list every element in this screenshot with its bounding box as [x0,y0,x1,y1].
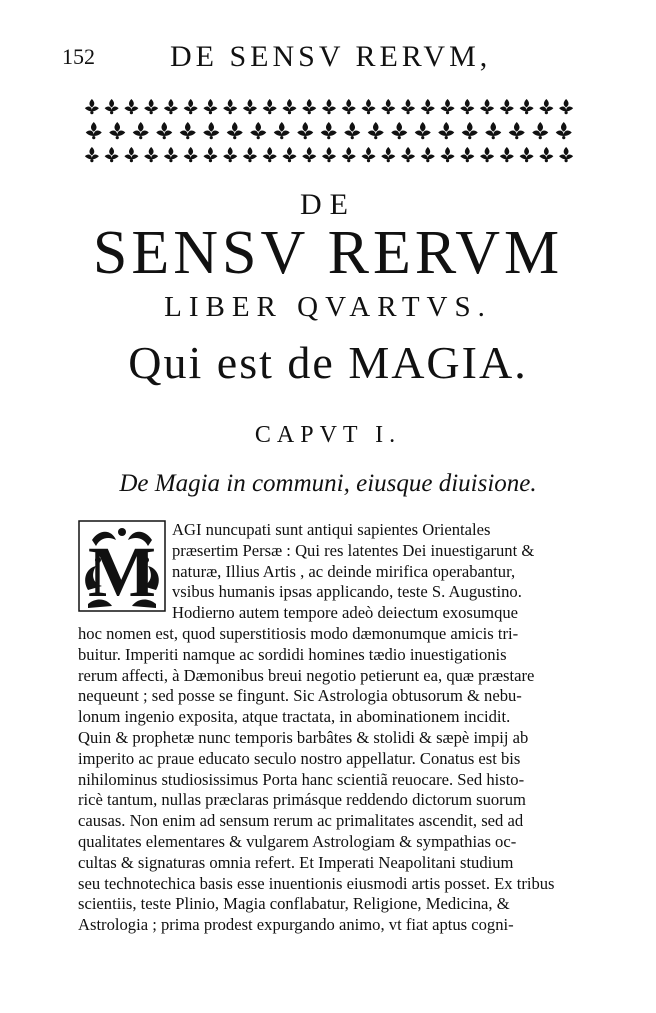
fleuron-icon [164,99,178,114]
fleuron-icon [243,147,257,162]
fleuron-icon [539,147,553,162]
fleuron-icon [223,99,237,114]
fleuron-icon [184,147,198,162]
fleuron-icon [532,122,548,139]
fleuron-icon [485,122,501,139]
heading-magia: Qui est de MAGIA. [128,337,528,388]
fleuron-icon [441,147,455,162]
fleuron-icon [274,122,290,139]
fleuron-icon [559,99,573,114]
fleuron-icon [164,147,178,162]
text-line: hoc nomen est, quod superstitiosis modo dæmonumque amicis tri- [78,623,519,643]
fleuron-icon [381,99,395,114]
fleuron-icon [559,147,573,162]
fleuron-icon [342,99,356,114]
heading-main-title: SENSV RERVM [92,219,564,287]
text-line: rerum affecti, à Dæmonibus breui negotio petierunt ea, quæ præstare [78,665,535,685]
fleuron-icon [322,99,336,114]
fleuron-icon [438,122,454,139]
chapter-subtitle: De Magia in communi, eiusque diuisione. [119,470,537,497]
text-line: Astrologia ; prima prodest expurgando animo, vt fiat aptus cogni- [78,915,514,935]
text-line: præsertim Persæ : Qui res latentes Dei inuestigarunt & [172,540,535,560]
fleuron-icon [85,147,99,162]
fleuron-icon [480,99,494,114]
fleuron-icon [368,122,384,139]
fleuron-icon [520,99,534,114]
heading-book-number: LIBER QVARTVS. [164,291,492,323]
text-line: qualitates elementares & vulgarem Astrologiam & sympathias oc- [78,831,517,851]
fleuron-icon [556,122,572,139]
text-line: causas. Non enim ad sensum rerum ac primalitates ascendit, sed ad [78,811,524,831]
fleuron-icon [297,122,313,139]
fleuron-icon [539,99,553,114]
fleuron-icon [203,122,219,139]
text-line: seu technotechica basis esse inuentionis eiusmodi artis posset. Ex tribus [78,873,555,893]
fleuron-band-icon [82,92,576,168]
fleuron-icon [227,122,243,139]
fleuron-icon [105,99,119,114]
text-line: cultas & signaturas omnia refert. Et Imperati Neapolitani studium [78,852,514,872]
fleuron-icon [415,122,431,139]
fleuron-icon [520,147,534,162]
fleuron-icon [124,147,138,162]
fleuron-icon [105,147,119,162]
text-line: Quin & prophetæ nunc temporis barbâtes & stolidi & sæpè impij ab [78,727,529,747]
fleuron-icon [302,147,316,162]
text-line: ricè tantum, nullas præclaras primásque reddendo dictorum suorum [78,790,526,810]
text-line: naturæ, Illius Artis , ac deinde mirifica operabantur, [172,561,516,581]
running-head [62,40,582,80]
initial-letter: M [88,532,156,612]
fleuron-icon [250,122,266,139]
fleuron-icon [509,122,525,139]
fleuron-icon [462,122,478,139]
fleuron-icon [124,99,138,114]
fleuron-icon [381,147,395,162]
text-line: buitur. Imperiti namque ac sordidi homines tædio inuestigationis [78,644,507,664]
fleuron-icon [263,99,277,114]
fleuron-icon [144,99,158,114]
fleuron-icon [362,99,376,114]
fleuron-icon [109,122,125,139]
text-line: Hodierno autem tempore adeò deiectum exosumque [172,603,519,623]
fleuron-icon [421,147,435,162]
page-number: 152 [62,44,95,69]
running-title: DE SENSV RERVM, [170,40,492,73]
fleuron-icon [203,147,217,162]
text-line: vsibus humanis ipsas applicando, teste S. Augustino. [172,582,522,602]
fleuron-icon [282,147,296,162]
text-line: scientiis, teste Plinio, Magia conflabatur, Religione, Medicina, & [78,894,510,914]
fleuron-icon [321,122,337,139]
fleuron-icon [441,99,455,114]
fleuron-icon [203,99,217,114]
fleuron-icon [460,147,474,162]
heading-de: DE [300,188,356,221]
fleuron-icon [421,99,435,114]
chapter-heading: CAPVT I. [254,422,402,448]
fleuron-icon [480,147,494,162]
fleuron-icon [342,147,356,162]
text-line: nihilominus studiosissimus Porta hanc scientiã reuocare. Sed histo- [78,769,525,789]
fleuron-icon [362,147,376,162]
body-text [78,520,574,936]
fleuron-icon [263,147,277,162]
text-line: imperito ac praue educato seculo nostro appellatur. Conatus est bis [78,748,521,768]
fleuron-icon [401,147,415,162]
fleuron-icon [460,99,474,114]
fleuron-icon [144,147,158,162]
fleuron-icon [243,99,257,114]
fleuron-icon [86,122,102,139]
fleuron-icon [500,99,514,114]
fleuron-icon [391,122,407,139]
fleuron-icon [85,99,99,114]
text-line: lonum ingenio exposita, atque tractata, in abominationem incidit. [78,707,511,727]
text-line: nequeunt ; sed posse se fingunt. Sic Astrologia obtusorum & nebu- [78,686,522,706]
fleuron-icon [344,122,360,139]
fleuron-icon [322,147,336,162]
fleuron-icon [180,122,196,139]
fleuron-icon [223,147,237,162]
fleuron-icon [184,99,198,114]
text-line: AGI nuncupati sunt antiqui sapientes Orientales [172,520,491,539]
fleuron-icon [401,99,415,114]
fleuron-icon [500,147,514,162]
fleuron-icon [302,99,316,114]
fleuron-icon [282,99,296,114]
fleuron-icon [133,122,149,139]
fleuron-icon [156,122,172,139]
